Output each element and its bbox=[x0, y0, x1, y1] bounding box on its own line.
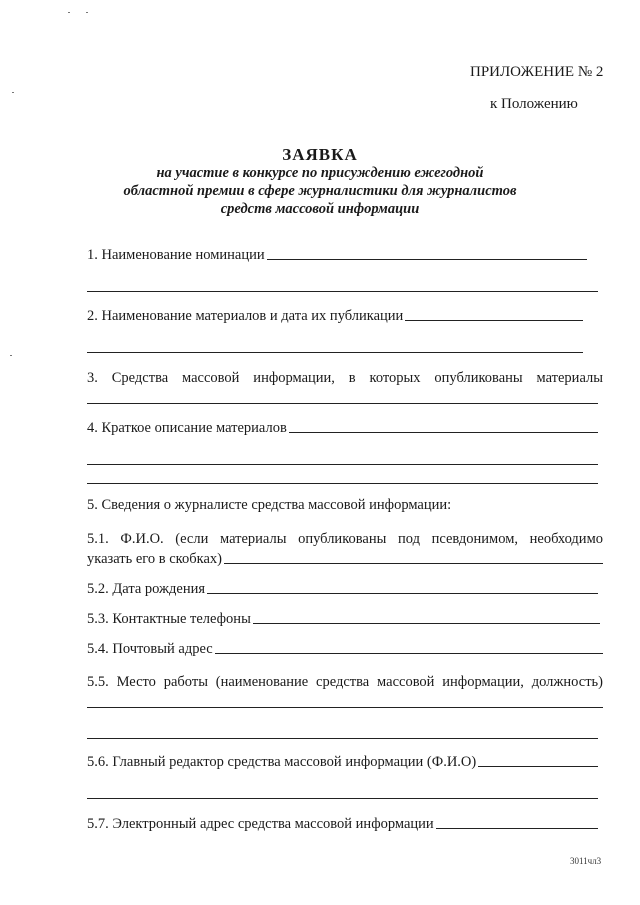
nomination-field[interactable] bbox=[87, 247, 587, 264]
postal-address-blank[interactable] bbox=[215, 652, 603, 654]
materials-blank-line2[interactable] bbox=[87, 352, 583, 353]
fio-field[interactable] bbox=[87, 551, 603, 568]
regulation-ref: к Положению bbox=[490, 96, 578, 112]
description-blank-line3[interactable] bbox=[87, 483, 598, 484]
description-blank[interactable] bbox=[289, 431, 598, 433]
form-subtitle-line1: на участие в конкурсе по присуждению ежегодной bbox=[156, 165, 484, 181]
scan-mark bbox=[10, 355, 12, 356]
form-title: ЗАЯВКА bbox=[282, 145, 358, 164]
phones-blank[interactable] bbox=[253, 622, 600, 624]
appendix-label: ПРИЛОЖЕНИЕ № 2 bbox=[470, 64, 604, 80]
fio-label: 5.1. Ф.И.О. (если материалы опубликованы под псевдонимом, необходимо bbox=[87, 531, 603, 547]
description-label: 4. Краткое описание материалов bbox=[87, 420, 287, 436]
media-label: 3. Средства массовой информации, в которых опубликованы материалы bbox=[87, 370, 603, 386]
fio-blank[interactable] bbox=[224, 562, 603, 564]
form-subtitle-line2: областной премии в сфере журналистики для журналистов bbox=[123, 183, 517, 199]
editor-blank[interactable] bbox=[478, 765, 598, 767]
description-blank-line2[interactable] bbox=[87, 464, 598, 465]
postal-address-field[interactable] bbox=[87, 641, 603, 658]
email-field[interactable] bbox=[87, 816, 598, 833]
scan-mark bbox=[12, 92, 14, 93]
birthdate-label: 5.2. Дата рождения bbox=[87, 581, 206, 597]
materials-blank[interactable] bbox=[405, 319, 583, 321]
email-blank[interactable] bbox=[436, 827, 598, 829]
email-label: 5.7. Электронный адрес средства массовой информации bbox=[87, 816, 434, 832]
scan-mark bbox=[68, 12, 70, 13]
form-subtitle-line3: средств массовой информации bbox=[220, 201, 420, 217]
editor-field[interactable] bbox=[87, 754, 598, 771]
scan-mark bbox=[86, 12, 88, 13]
editor-blank-line2[interactable] bbox=[87, 798, 598, 799]
fio-label-cont: указать его в скобках) bbox=[87, 551, 222, 567]
birthdate-blank[interactable] bbox=[207, 592, 598, 594]
birthdate-field[interactable] bbox=[87, 581, 598, 598]
workplace-blank-line2[interactable] bbox=[87, 738, 598, 739]
nomination-label: 1. Наименование номинации bbox=[87, 247, 265, 263]
phones-field[interactable] bbox=[87, 611, 600, 628]
document-code: 3011чл3 bbox=[570, 856, 602, 866]
materials-field[interactable] bbox=[87, 308, 583, 325]
editor-label: 5.6. Главный редактор средства массовой информации (Ф.И.О) bbox=[87, 754, 477, 770]
postal-address-label: 5.4. Почтовый адрес bbox=[87, 641, 213, 657]
workplace-blank[interactable] bbox=[87, 707, 603, 708]
phones-label: 5.3. Контактные телефоны bbox=[87, 611, 251, 627]
nomination-blank-line2[interactable] bbox=[87, 291, 598, 292]
materials-label: 2. Наименование материалов и дата их публикации bbox=[87, 308, 404, 324]
workplace-label: 5.5. Место работы (наименование средства массовой информации, должность) bbox=[87, 674, 603, 690]
nomination-blank[interactable] bbox=[267, 258, 587, 260]
description-field[interactable] bbox=[87, 420, 598, 437]
journalist-section-label: 5. Сведения о журналисте средства массовой информации: bbox=[87, 497, 452, 513]
media-blank[interactable] bbox=[87, 403, 598, 404]
